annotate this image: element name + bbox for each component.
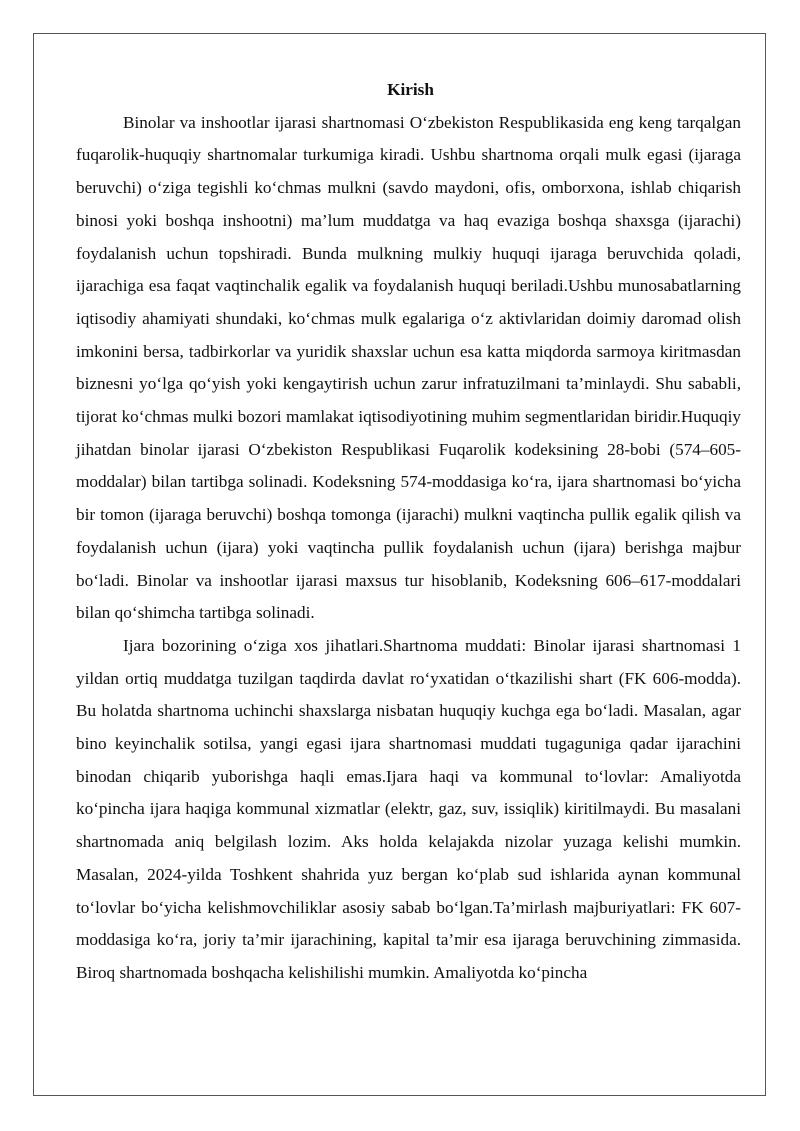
document-title: Kirish xyxy=(387,80,434,99)
paragraph-market-features: Ijara bozorining o‘ziga xos jihatlari.Shartnoma muddati: Binolar ijarasi shartnomasi 1 yildan ortiq muddatga tuzilgan taqdirda davlat ro‘yxatidan o‘tkazilishi shart (FK 606-modda). Bu holatda shartnoma uchinchi shaxslarga nisbatan huquqiy kuchga ega bo‘ladi. Masalan, agar bino keyinchalik sotilsa, yangi egasi ijara shartnomasi muddati tugaguniga qadar ijarachini binodan chiqarib yuborishga haqli emas.Ijara haqi va kommunal to‘lovlar: Amaliyotda ko‘pincha ijara haqiga kommunal xizmatlar (elektr, gaz, suv, issiqlik) kiritilmaydi. Bu masalani shartnomada aniq belgilash lozim. Aks holda kelajakda nizolar yuzaga kelishi mumkin. Masalan, 2024-yilda Toshkent shahrida yuz bergan ko‘plab sud ishlarida aynan kommunal to‘lovlar bo‘yicha kelishmovchiliklar asosiy sabab bo‘lgan.Ta’mirlash majburiyatlari: FK 607-moddasiga ko‘ra, joriy ta’mir ijarachining, kapital ta’mir esa ijaraga beruvchining zimmasida. Biroq shartnomada boshqacha kelishilishi mumkin. Amaliyotda ko‘pincha xyxy=(76,635,741,982)
document-body xyxy=(76,74,741,990)
paragraph-introduction: Binolar va inshootlar ijarasi shartnomasi O‘zbekiston Respublikasida eng keng tarqalgan fuqarolik-huquqiy shartnomalar turkumiga kiradi. Ushbu shartnoma orqali mulk egasi (ijaraga beruvchi) o‘ziga tegishli ko‘chmas mulkni (savdo maydoni, ofis, omborxona, ishlab chiqarish binosi yoki boshqa inshootni) ma’lum muddatga va haq evaziga boshqa shaxsga (ijarachi) foydalanish uchun topshiradi. Bunda mulkning mulkiy huquqi ijaraga beruvchida qoladi, ijarachiga esa faqat vaqtinchalik egalik va foydalanish huquqi beriladi.Ushbu munosabatlarning iqtisodiy ahamiyati shundaki, ko‘chmas mulk egalariga o‘z aktivlaridan doimiy daromad olish imkonini bersa, tadbirkorlar va yuridik shaxslar uchun esa katta miqdorda sarmoya kiritmasdan biznesni yo‘lga qo‘yish yoki kengaytirish uchun zarur infratuzilmani ta’minlaydi. Shu sababli, tijorat ko‘chmas mulki bozori mamlakat iqtisodiyotining muhim segmentlaridan biridir.Huquqiy jihatdan binolar ijarasi O‘zbekiston Respublikasi Fuqarolik kodeksining 28-bobi (574–605-moddalar) bilan tartibga solinadi. Kodeksning 574-moddasiga ko‘ra, ijara shartnomasi bo‘yicha bir tomon (ijaraga beruvchi) boshqa tomonga (ijarachi) mulkni vaqtincha pullik egalik qilish va foydalanish uchun (ijara) yoki vaqtincha pullik foydalanish uchun (ijara) berishga majbur bo‘ladi. Binolar va inshootlar ijarasi maxsus tur hisoblanib, Kodeksning 606–617-moddalari bilan qo‘shimcha tartibga solinadi. xyxy=(76,112,741,623)
